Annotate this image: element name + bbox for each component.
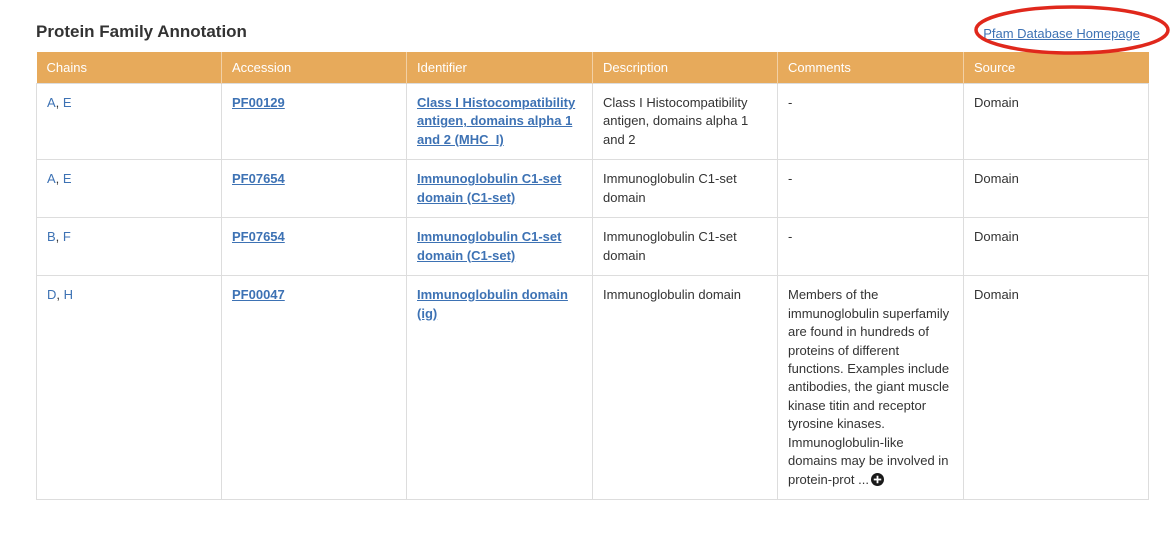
source-cell: Domain <box>964 160 1149 218</box>
description-cell: Class I Histocompatibility antigen, domains alpha 1 and 2 <box>593 84 778 160</box>
source-cell: Domain <box>964 218 1149 276</box>
chain-link[interactable]: F <box>62 229 71 245</box>
chain-link[interactable]: A <box>47 95 56 110</box>
page-title: Protein Family Annotation <box>36 22 247 41</box>
identifier-cell <box>407 160 593 218</box>
table-row <box>37 84 1149 160</box>
chain-link[interactable]: H <box>63 287 74 303</box>
table-row <box>37 218 1149 276</box>
column-header-comments: Comments <box>778 52 964 84</box>
protein-family-table <box>36 52 1149 500</box>
identifier-cell <box>407 218 593 276</box>
accession-link[interactable]: PF07654 <box>232 229 285 245</box>
chains-cell: A, E <box>37 160 222 218</box>
identifier-link[interactable]: Immunoglobulin C1-set domain (C1-set) <box>417 171 562 205</box>
chain-link[interactable]: A <box>47 171 56 187</box>
table-body <box>37 84 1149 500</box>
table-row <box>37 276 1149 500</box>
accession-link[interactable]: PF00047 <box>232 287 285 303</box>
accession-cell <box>222 276 407 500</box>
column-header-identifier: Identifier <box>407 52 593 84</box>
chains-cell: B, F <box>37 218 222 276</box>
column-header-description: Description <box>593 52 778 84</box>
identifier-cell <box>407 276 593 500</box>
accession-cell <box>222 160 407 218</box>
accession-link[interactable]: PF07654 <box>232 171 285 187</box>
chain-link[interactable]: B <box>47 229 56 245</box>
chains-cell: A, E <box>37 84 222 160</box>
source-cell: Domain <box>964 276 1149 500</box>
comments-cell: - <box>778 160 964 218</box>
column-header-chains: Chains <box>37 52 222 84</box>
identifier-link[interactable]: Immunoglobulin domain (ig) <box>417 287 568 321</box>
table-header-row <box>37 52 1149 84</box>
description-cell: Immunoglobulin C1-set domain <box>593 218 778 276</box>
accession-link[interactable]: PF00129 <box>232 95 285 110</box>
identifier-cell <box>407 84 593 160</box>
accession-cell <box>222 218 407 276</box>
description-cell: Immunoglobulin domain <box>593 276 778 500</box>
comments-cell: - <box>778 84 964 160</box>
comments-cell: Members of the immunoglobulin superfamily are found in hundreds of proteins of different functions. Examples include antibodies, the giant muscle kinase titin and receptor tyrosine kinases. Immunoglobulin-like domains may be involved in protein-prot ... <box>778 276 964 500</box>
description-cell: Immunoglobulin C1-set domain <box>593 160 778 218</box>
identifier-link[interactable]: Class I Histocompatibility antigen, domains alpha 1 and 2 (MHC_I) <box>417 95 576 147</box>
table-row <box>37 160 1149 218</box>
chain-link[interactable]: E <box>62 95 72 110</box>
chain-link[interactable]: D <box>47 287 57 303</box>
source-cell: Domain <box>964 84 1149 160</box>
section-header <box>36 0 1149 52</box>
column-header-accession: Accession <box>222 52 407 84</box>
chain-link[interactable]: E <box>62 171 72 187</box>
plus-circle-icon[interactable] <box>871 473 884 486</box>
accession-cell <box>222 84 407 160</box>
pfam-homepage-link[interactable]: Pfam Database Homepage <box>983 26 1140 41</box>
identifier-link[interactable]: Immunoglobulin C1-set domain (C1-set) <box>417 229 562 263</box>
column-header-source: Source <box>964 52 1149 84</box>
chains-cell: D, H <box>37 276 222 500</box>
comments-cell: - <box>778 218 964 276</box>
